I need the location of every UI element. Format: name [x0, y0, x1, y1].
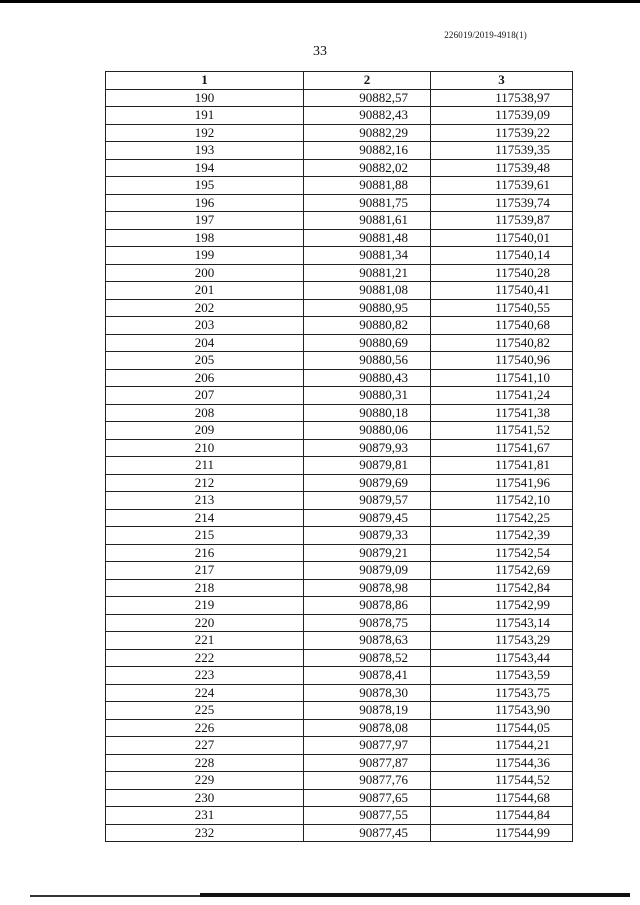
- point-number-cell: 228: [106, 754, 304, 772]
- point-number-cell: 213: [106, 492, 304, 510]
- table-row: [106, 369, 573, 387]
- table-row: [106, 439, 573, 457]
- table-row: [106, 737, 573, 755]
- table-row: [106, 404, 573, 422]
- table-row: [106, 579, 573, 597]
- x-coordinate-cell: 90878,86: [304, 597, 431, 615]
- x-coordinate-cell: 90882,16: [304, 142, 431, 160]
- table-row: [106, 229, 573, 247]
- x-coordinate-cell: 90879,69: [304, 474, 431, 492]
- point-number-cell: 211: [106, 457, 304, 475]
- column-header-3: 3: [431, 72, 573, 90]
- x-coordinate-cell: 90880,31: [304, 387, 431, 405]
- x-coordinate-cell: 90879,45: [304, 509, 431, 527]
- table-row: [106, 264, 573, 282]
- y-coordinate-cell: 117540,01: [431, 229, 573, 247]
- point-number-cell: 218: [106, 579, 304, 597]
- y-coordinate-cell: 117542,99: [431, 597, 573, 615]
- y-coordinate-cell: 117542,10: [431, 492, 573, 510]
- x-coordinate-cell: 90880,56: [304, 352, 431, 370]
- x-coordinate-cell: 90878,52: [304, 649, 431, 667]
- point-number-cell: 205: [106, 352, 304, 370]
- point-number-cell: 224: [106, 684, 304, 702]
- x-coordinate-cell: 90879,93: [304, 439, 431, 457]
- x-coordinate-cell: 90879,81: [304, 457, 431, 475]
- table-row: [106, 719, 573, 737]
- point-number-cell: 229: [106, 772, 304, 790]
- x-coordinate-cell: 90878,08: [304, 719, 431, 737]
- x-coordinate-cell: 90881,75: [304, 194, 431, 212]
- table-row: [106, 509, 573, 527]
- table-body: [106, 89, 573, 842]
- x-coordinate-cell: 90880,95: [304, 299, 431, 317]
- point-number-cell: 194: [106, 159, 304, 177]
- table-row: [106, 772, 573, 790]
- y-coordinate-cell: 117541,24: [431, 387, 573, 405]
- point-number-cell: 202: [106, 299, 304, 317]
- x-coordinate-cell: 90877,97: [304, 737, 431, 755]
- table-row: [106, 824, 573, 842]
- x-coordinate-cell: 90880,18: [304, 404, 431, 422]
- x-coordinate-cell: 90881,48: [304, 229, 431, 247]
- y-coordinate-cell: 117541,81: [431, 457, 573, 475]
- table-row: [106, 754, 573, 772]
- point-number-cell: 204: [106, 334, 304, 352]
- x-coordinate-cell: 90882,29: [304, 124, 431, 142]
- table-row: [106, 177, 573, 195]
- table-row: [106, 562, 573, 580]
- point-number-cell: 231: [106, 807, 304, 825]
- table-row: [106, 89, 573, 107]
- y-coordinate-cell: 117542,54: [431, 544, 573, 562]
- table-row: [106, 702, 573, 720]
- table-row: [106, 457, 573, 475]
- table-row: [106, 159, 573, 177]
- column-header-1: 1: [106, 72, 304, 90]
- x-coordinate-cell: 90877,76: [304, 772, 431, 790]
- x-coordinate-cell: 90880,43: [304, 369, 431, 387]
- x-coordinate-cell: 90880,82: [304, 317, 431, 335]
- point-number-cell: 230: [106, 789, 304, 807]
- point-number-cell: 203: [106, 317, 304, 335]
- x-coordinate-cell: 90879,57: [304, 492, 431, 510]
- y-coordinate-cell: 117539,09: [431, 107, 573, 125]
- x-coordinate-cell: 90877,55: [304, 807, 431, 825]
- table-row: [106, 667, 573, 685]
- y-coordinate-cell: 117541,10: [431, 369, 573, 387]
- x-coordinate-cell: 90879,09: [304, 562, 431, 580]
- point-number-cell: 226: [106, 719, 304, 737]
- point-number-cell: 208: [106, 404, 304, 422]
- table-row: [106, 807, 573, 825]
- x-coordinate-cell: 90878,98: [304, 579, 431, 597]
- table-row: [106, 282, 573, 300]
- y-coordinate-cell: 117538,97: [431, 89, 573, 107]
- y-coordinate-cell: 117541,38: [431, 404, 573, 422]
- point-number-cell: 210: [106, 439, 304, 457]
- point-number-cell: 206: [106, 369, 304, 387]
- x-coordinate-cell: 90878,75: [304, 614, 431, 632]
- point-number-cell: 195: [106, 177, 304, 195]
- y-coordinate-cell: 117543,14: [431, 614, 573, 632]
- table-row: [106, 299, 573, 317]
- table-row: [106, 492, 573, 510]
- table-row: [106, 474, 573, 492]
- x-coordinate-cell: 90879,33: [304, 527, 431, 545]
- point-number-cell: 219: [106, 597, 304, 615]
- table-row: [106, 614, 573, 632]
- x-coordinate-cell: 90877,65: [304, 789, 431, 807]
- y-coordinate-cell: 117539,87: [431, 212, 573, 230]
- point-number-cell: 198: [106, 229, 304, 247]
- y-coordinate-cell: 117539,22: [431, 124, 573, 142]
- table-row: [106, 684, 573, 702]
- point-number-cell: 220: [106, 614, 304, 632]
- point-number-cell: 215: [106, 527, 304, 545]
- x-coordinate-cell: 90880,06: [304, 422, 431, 440]
- y-coordinate-cell: 117539,61: [431, 177, 573, 195]
- point-number-cell: 201: [106, 282, 304, 300]
- table-row: [106, 142, 573, 160]
- y-coordinate-cell: 117541,67: [431, 439, 573, 457]
- point-number-cell: 200: [106, 264, 304, 282]
- x-coordinate-cell: 90881,88: [304, 177, 431, 195]
- x-coordinate-cell: 90877,45: [304, 824, 431, 842]
- y-coordinate-cell: 117544,52: [431, 772, 573, 790]
- table-row: [106, 544, 573, 562]
- x-coordinate-cell: 90878,30: [304, 684, 431, 702]
- document-id: 226019/2019-4918(1): [444, 30, 527, 40]
- x-coordinate-cell: 90877,87: [304, 754, 431, 772]
- point-number-cell: 192: [106, 124, 304, 142]
- y-coordinate-cell: 117544,05: [431, 719, 573, 737]
- y-coordinate-cell: 117544,99: [431, 824, 573, 842]
- table-row: [106, 247, 573, 265]
- y-coordinate-cell: 117543,44: [431, 649, 573, 667]
- x-coordinate-cell: 90880,69: [304, 334, 431, 352]
- y-coordinate-cell: 117544,36: [431, 754, 573, 772]
- point-number-cell: 209: [106, 422, 304, 440]
- y-coordinate-cell: 117541,96: [431, 474, 573, 492]
- column-header-2: 2: [304, 72, 431, 90]
- top-border-line: [0, 0, 640, 3]
- x-coordinate-cell: 90881,61: [304, 212, 431, 230]
- x-coordinate-cell: 90881,34: [304, 247, 431, 265]
- y-coordinate-cell: 117544,68: [431, 789, 573, 807]
- y-coordinate-cell: 117539,35: [431, 142, 573, 160]
- point-number-cell: 212: [106, 474, 304, 492]
- table-row: [106, 632, 573, 650]
- point-number-cell: 217: [106, 562, 304, 580]
- y-coordinate-cell: 117542,25: [431, 509, 573, 527]
- x-coordinate-cell: 90878,63: [304, 632, 431, 650]
- x-coordinate-cell: 90878,19: [304, 702, 431, 720]
- point-number-cell: 216: [106, 544, 304, 562]
- point-number-cell: 222: [106, 649, 304, 667]
- y-coordinate-cell: 117543,29: [431, 632, 573, 650]
- x-coordinate-cell: 90882,57: [304, 89, 431, 107]
- point-number-cell: 190: [106, 89, 304, 107]
- table-row: [106, 352, 573, 370]
- table-row: [106, 789, 573, 807]
- y-coordinate-cell: 117540,55: [431, 299, 573, 317]
- page-number: 33: [313, 44, 327, 59]
- y-coordinate-cell: 117543,90: [431, 702, 573, 720]
- point-number-cell: 191: [106, 107, 304, 125]
- y-coordinate-cell: 117539,48: [431, 159, 573, 177]
- bottom-scan-bar: [200, 893, 630, 897]
- y-coordinate-cell: 117540,68: [431, 317, 573, 335]
- point-number-cell: 223: [106, 667, 304, 685]
- table-header-row: [106, 72, 573, 90]
- x-coordinate-cell: 90878,41: [304, 667, 431, 685]
- y-coordinate-cell: 117540,96: [431, 352, 573, 370]
- y-coordinate-cell: 117544,21: [431, 737, 573, 755]
- table-row: [106, 317, 573, 335]
- point-number-cell: 227: [106, 737, 304, 755]
- y-coordinate-cell: 117541,52: [431, 422, 573, 440]
- y-coordinate-cell: 117542,39: [431, 527, 573, 545]
- point-number-cell: 193: [106, 142, 304, 160]
- point-number-cell: 214: [106, 509, 304, 527]
- point-number-cell: 197: [106, 212, 304, 230]
- y-coordinate-cell: 117543,59: [431, 667, 573, 685]
- coordinates-table: [105, 71, 573, 842]
- x-coordinate-cell: 90881,21: [304, 264, 431, 282]
- y-coordinate-cell: 117543,75: [431, 684, 573, 702]
- table-row: [106, 387, 573, 405]
- x-coordinate-cell: 90881,08: [304, 282, 431, 300]
- table-row: [106, 194, 573, 212]
- point-number-cell: 221: [106, 632, 304, 650]
- table-row: [106, 334, 573, 352]
- y-coordinate-cell: 117544,84: [431, 807, 573, 825]
- x-coordinate-cell: 90882,02: [304, 159, 431, 177]
- point-number-cell: 207: [106, 387, 304, 405]
- table-row: [106, 527, 573, 545]
- x-coordinate-cell: 90879,21: [304, 544, 431, 562]
- y-coordinate-cell: 117542,69: [431, 562, 573, 580]
- point-number-cell: 199: [106, 247, 304, 265]
- table-row: [106, 422, 573, 440]
- table-row: [106, 212, 573, 230]
- y-coordinate-cell: 117540,41: [431, 282, 573, 300]
- point-number-cell: 232: [106, 824, 304, 842]
- table-row: [106, 124, 573, 142]
- y-coordinate-cell: 117542,84: [431, 579, 573, 597]
- x-coordinate-cell: 90882,43: [304, 107, 431, 125]
- point-number-cell: 225: [106, 702, 304, 720]
- y-coordinate-cell: 117540,28: [431, 264, 573, 282]
- table-row: [106, 597, 573, 615]
- y-coordinate-cell: 117540,82: [431, 334, 573, 352]
- y-coordinate-cell: 117539,74: [431, 194, 573, 212]
- point-number-cell: 196: [106, 194, 304, 212]
- table-row: [106, 107, 573, 125]
- table-row: [106, 649, 573, 667]
- y-coordinate-cell: 117540,14: [431, 247, 573, 265]
